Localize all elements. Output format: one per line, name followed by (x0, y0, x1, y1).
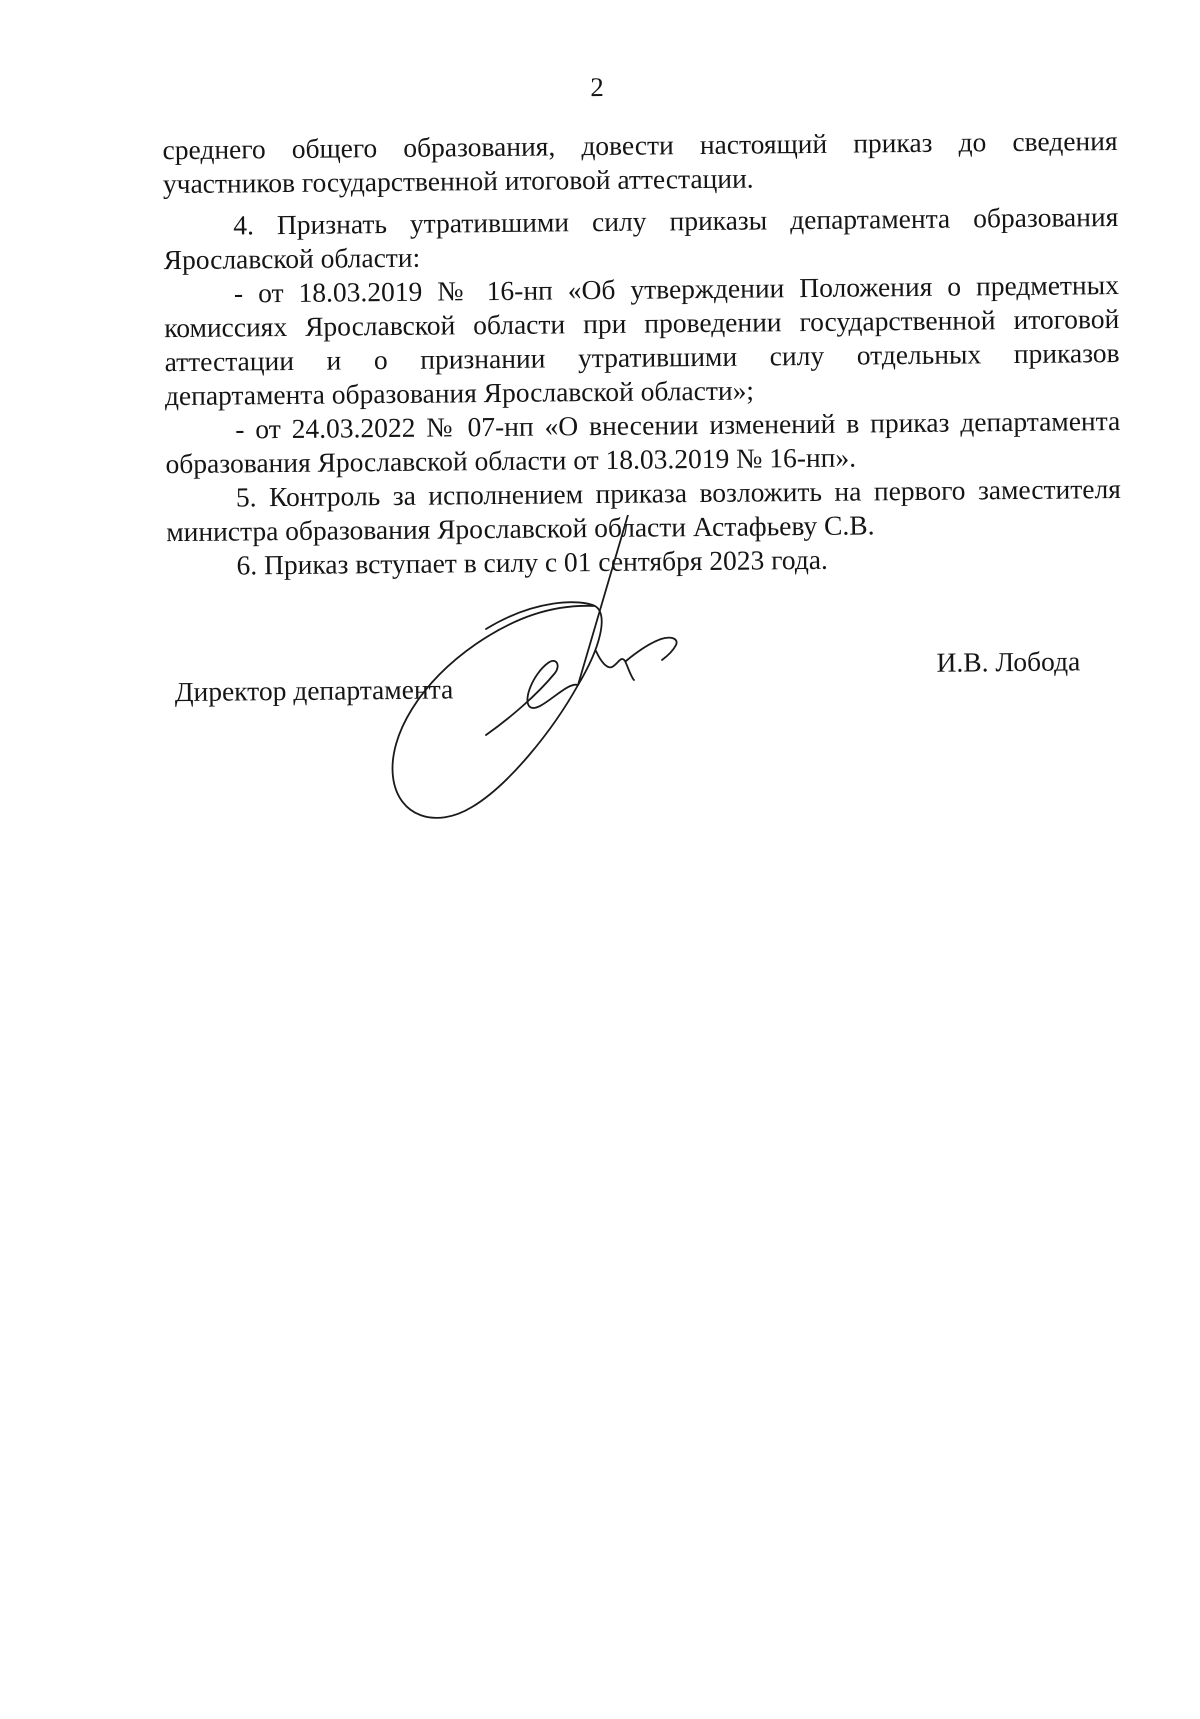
paragraph-item-5: 5. Контроль за исполнением приказа возложить на первого заместителя (235, 473, 1122, 513)
paragraph-line-4: Ярославской области: (163, 241, 421, 276)
paragraph-item-4: 4. Признать утратившими силу приказы департамента образования (233, 201, 1119, 241)
signatory-name: И.В. Лобода (936, 645, 1081, 678)
paragraph-line-2: участников государственной итоговой аттестации. (162, 162, 754, 200)
repealed-order-1-line-2: комиссиях Ярославской области при проведении государственной итоговой (164, 303, 1120, 344)
repealed-order-1-line-4: департамента образования Ярославской области»; (164, 374, 755, 412)
paragraph-item-6: 6. Приказ вступает в силу с 01 сентября 2023 года. (236, 543, 828, 581)
paragraph-item-5-line-2: министра образования Ярославской области Астафьеву С.В. (166, 509, 875, 548)
repealed-order-1-line-3: аттестации и о признании утратившими силу отдельных приказов (164, 337, 1120, 378)
paragraph-line-1: среднего общего образования, довести настоящий приказ до сведения (162, 125, 1118, 166)
handwritten-signature (390, 515, 730, 885)
repealed-order-2-line-2: образования Ярославской области от 18.03.2019 № 16-нп». (165, 441, 857, 480)
repealed-order-1: - от 18.03.2019 № 16-нп «Об утверждении Положения о предметных (233, 269, 1120, 309)
page-number: 2 (590, 71, 604, 103)
signatory-position: Директор департамента (174, 673, 454, 708)
repealed-order-2: - от 24.03.2022 № 07-нп «О внесении изменений в приказ департамента (235, 405, 1121, 445)
